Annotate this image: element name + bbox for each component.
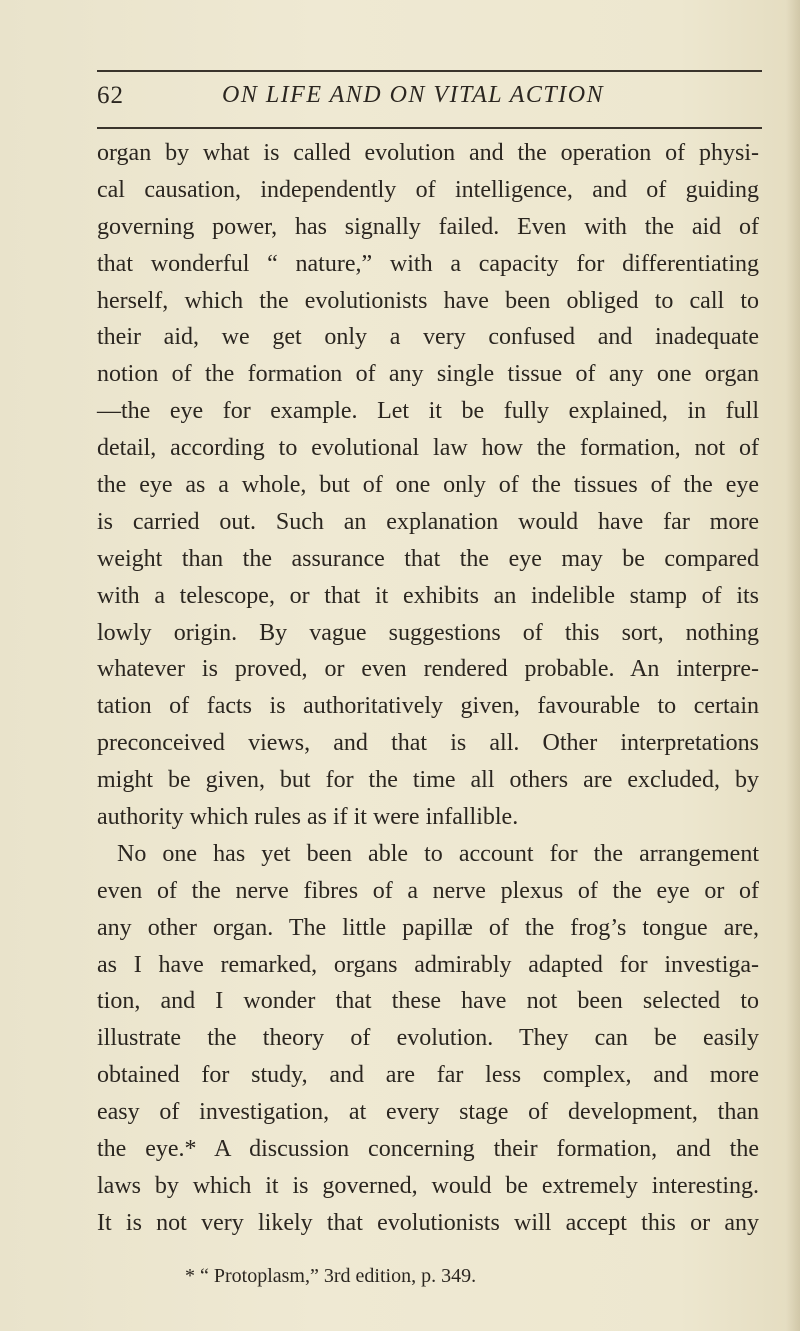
running-header bbox=[97, 82, 762, 116]
text-line: notion of the formation of any single tissue of any one organ bbox=[97, 361, 759, 388]
text-line: any other organ. The little papillæ of the frog’s tongue are, bbox=[97, 914, 759, 941]
text-line: —the eye for example. Let it be fully explained, in full bbox=[97, 398, 759, 425]
text-line: as I have remarked, organs admirably adapted for investiga- bbox=[97, 951, 759, 978]
text-line: illustrate the theory of evolution. They can be easily bbox=[97, 1025, 759, 1052]
text-line: herself, which the evolutionists have been obliged to call to bbox=[97, 287, 759, 314]
text-line: with a telescope, or that it exhibits an indelible stamp of its bbox=[97, 582, 759, 609]
text-line: governing power, has signally failed. Even with the aid of bbox=[97, 213, 759, 240]
text-line: that wonderful “ nature,” with a capacity for differentiating bbox=[97, 250, 759, 277]
text-line: the eye as a whole, but of one only of the tissues of the eye bbox=[97, 472, 759, 499]
running-title: ON LIFE AND ON VITAL ACTION bbox=[222, 82, 605, 108]
header-rule-top bbox=[97, 70, 762, 72]
header-rule-bottom bbox=[97, 127, 762, 129]
paragraph-end-line: authority which rules as if it were infallible. bbox=[97, 804, 519, 831]
text-line: easy of investigation, at every stage of development, than bbox=[97, 1099, 759, 1126]
text-line: cal causation, independently of intelligence, and of guiding bbox=[97, 176, 759, 203]
footnote-reference-line: the eye.* A discussion concerning their formation, and the bbox=[97, 1136, 759, 1163]
page-edge-shadow bbox=[786, 0, 800, 1331]
text-line: preconceived views, and that is all. Other interpretations bbox=[97, 730, 759, 757]
text-line: detail, according to evolutional law how the formation, not of bbox=[97, 435, 759, 462]
text-line: weight than the assurance that the eye may be compared bbox=[97, 545, 759, 572]
paragraph-start-line: No one has yet been able to account for the arrangement bbox=[117, 840, 759, 867]
footnote: * “ Protoplasm,” 3rd edition, p. 349. bbox=[185, 1265, 477, 1287]
text-line: laws by which it is governed, would be extremely interesting. bbox=[97, 1172, 759, 1199]
text-line: their aid, we get only a very confused and inadequate bbox=[97, 324, 759, 351]
text-line: tation of facts is authoritatively given, favourable to certain bbox=[97, 693, 759, 720]
text-line: obtained for study, and are far less complex, and more bbox=[97, 1062, 759, 1089]
text-line: tion, and I wonder that these have not been selected to bbox=[97, 988, 759, 1015]
text-line: might be given, but for the time all others are excluded, by bbox=[97, 767, 759, 794]
text-line: is carried out. Such an explanation would have far more bbox=[97, 508, 759, 535]
text-line: organ by what is called evolution and the operation of physi- bbox=[97, 140, 759, 166]
text-line: even of the nerve fibres of a nerve plexus of the eye or of bbox=[97, 877, 759, 904]
body-text bbox=[97, 135, 759, 1242]
text-line: lowly origin. By vague suggestions of this sort, nothing bbox=[97, 619, 759, 646]
text-line: It is not very likely that evolutionists will accept this or any bbox=[97, 1209, 759, 1236]
text-line: whatever is proved, or even rendered probable. An interpre- bbox=[97, 656, 759, 683]
page-number: 62 bbox=[97, 82, 124, 109]
